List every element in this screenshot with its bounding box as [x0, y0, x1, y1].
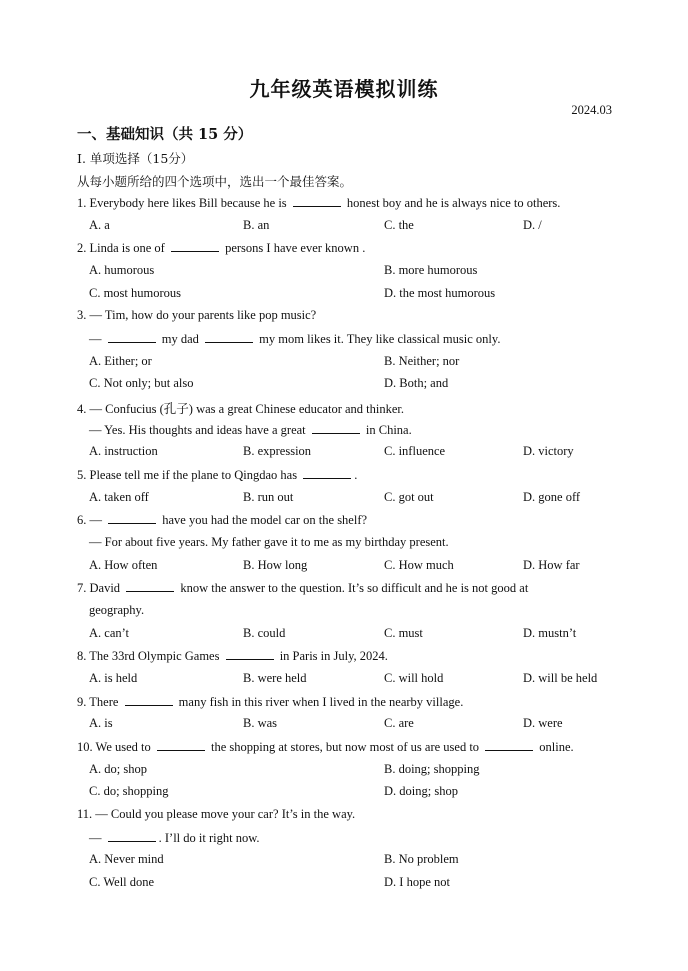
question-10-stem — [77, 739, 574, 755]
page-title: 九年级英语模拟训练 — [249, 77, 439, 101]
question-8-option-c: C. will hold — [384, 671, 444, 685]
stem-text: the shopping at stores, but now most of us are used to — [207, 740, 483, 754]
stem-text: 4. — Confucius (孔子) was a great Chinese educator and thinker. — [77, 402, 404, 416]
question-1-option-c: C. the — [384, 218, 414, 232]
stem-text: — For about five years. My father gave it to me as my birthday present. — [89, 535, 449, 549]
question-9-option-a: A. is — [89, 716, 113, 730]
stem-text: 7. David — [77, 581, 124, 595]
question-2-option-a: A. humorous — [89, 263, 155, 277]
question-3-option-b: B. Neither; nor — [384, 354, 460, 368]
stem-text: 9. There — [77, 695, 122, 709]
stem-text: persons I have ever known . — [221, 241, 366, 255]
question-3-option-a: A. Either; or — [89, 354, 152, 368]
answer-blank — [205, 331, 253, 343]
section-heading: 一、基础知识（共 15 分） — [77, 126, 253, 143]
stem-text: have you had the model car on the shelf? — [159, 513, 368, 527]
question-3-stem — [89, 331, 500, 347]
question-4-option-b: B. expression — [243, 444, 312, 458]
question-11-stem — [89, 830, 260, 846]
question-5-option-d: D. gone off — [523, 490, 581, 504]
answer-blank — [485, 739, 533, 751]
question-7-option-d: D. mustn’t — [523, 626, 577, 640]
question-1-option-b: B. an — [243, 218, 270, 232]
answer-blank — [171, 240, 219, 252]
question-2-option-c: C. most humorous — [89, 286, 182, 300]
question-9-option-c: C. are — [384, 716, 414, 730]
stem-text: 8. The 33rd Olympic Games — [77, 649, 223, 663]
answer-blank — [157, 739, 205, 751]
question-7-option-b: B. could — [243, 626, 286, 640]
answer-blank — [126, 580, 174, 592]
stem-text: in Paris in July, 2024. — [276, 649, 388, 663]
question-10-option-d: D. doing; shop — [384, 784, 458, 798]
stem-text: 5. Please tell me if the plane to Qingdao has — [77, 468, 301, 482]
stem-text: — — [89, 831, 105, 845]
question-2-option-d: D. the most humorous — [384, 286, 496, 300]
stem-text: know the answer to the question. It’s so difficult and he is not good at — [177, 581, 529, 595]
question-5-option-a: A. taken off — [89, 490, 149, 504]
exam-date: 2024.03 — [571, 103, 612, 117]
question-6-option-d: D. How far — [523, 558, 580, 572]
question-5-stem — [77, 467, 357, 483]
stem-text: online. — [536, 740, 574, 754]
stem-text: my mom likes it. They like classical music only. — [256, 332, 501, 346]
question-9-stem — [77, 694, 463, 710]
question-7-stem — [89, 603, 144, 618]
question-6-stem — [77, 512, 367, 528]
question-1-stem — [77, 195, 560, 211]
stem-text: — — [89, 332, 105, 346]
stem-text: 11. — Could you please move your car? It’s in the way. — [77, 807, 356, 821]
question-4-stem — [89, 422, 412, 438]
stem-text: — Yes. His thoughts and ideas have a great — [89, 423, 309, 437]
question-7-option-c: C. must — [384, 626, 423, 640]
answer-blank — [108, 331, 156, 343]
question-6-option-c: C. How much — [384, 558, 454, 572]
question-3-stem — [77, 308, 316, 323]
instruction-text: 从每小题所给的四个选项中，选出一个最佳答案。 — [77, 174, 353, 189]
stem-text: . I’ll do it right now. — [158, 831, 260, 845]
question-10-option-a: A. do; shop — [89, 762, 147, 776]
stem-text: 2. Linda is one of — [77, 241, 168, 255]
question-6-option-a: A. How often — [89, 558, 158, 572]
question-4-option-a: A. instruction — [89, 444, 158, 458]
question-11-option-b: B. No problem — [384, 852, 459, 866]
question-3-option-c: C. Not only; but also — [89, 376, 194, 390]
stem-text: honest boy and he is always nice to others. — [343, 196, 561, 210]
question-3-option-d: D. Both; and — [384, 376, 449, 390]
stem-text: 10. We used to — [77, 740, 154, 754]
stem-text: 3. — Tim, how do your parents like pop music? — [77, 308, 317, 322]
question-2-stem — [77, 240, 365, 256]
question-4-option-c: C. influence — [384, 444, 446, 458]
question-4-stem — [77, 399, 404, 417]
question-9-option-d: D. were — [523, 716, 563, 730]
stem-text: many fish in this river when I lived in the nearby village. — [175, 695, 464, 709]
question-8-stem — [77, 648, 388, 664]
stem-text: geography. — [89, 603, 145, 617]
question-7-stem — [77, 580, 528, 596]
question-9-option-b: B. was — [243, 716, 278, 730]
question-1-option-d: D. / — [523, 218, 542, 232]
question-6-stem — [89, 535, 449, 550]
question-8-option-b: B. were held — [243, 671, 307, 685]
stem-text: 6. — — [77, 513, 106, 527]
part-heading: I. 单项选择（15分） — [77, 151, 194, 166]
answer-blank — [125, 694, 173, 706]
answer-blank — [312, 422, 360, 434]
question-7-option-a: A. can’t — [89, 626, 130, 640]
question-1-option-a: A. a — [89, 218, 110, 232]
answer-blank — [293, 195, 341, 207]
question-10-option-b: B. doing; shopping — [384, 762, 480, 776]
stem-text: 1. Everybody here likes Bill because he is — [77, 196, 290, 210]
question-11-option-a: A. Never mind — [89, 852, 164, 866]
answer-blank — [226, 648, 274, 660]
question-11-stem — [77, 807, 355, 822]
answer-blank — [303, 467, 351, 479]
question-2-option-b: B. more humorous — [384, 263, 478, 277]
question-5-option-b: B. run out — [243, 490, 294, 504]
question-5-option-c: C. got out — [384, 490, 434, 504]
question-10-option-c: C. do; shopping — [89, 784, 169, 798]
question-8-option-a: A. is held — [89, 671, 138, 685]
stem-text: my dad — [158, 332, 203, 346]
answer-blank — [108, 830, 156, 842]
question-6-option-b: B. How long — [243, 558, 308, 572]
question-11-option-d: D. I hope not — [384, 875, 450, 889]
question-11-option-c: C. Well done — [89, 875, 155, 889]
question-4-option-d: D. victory — [523, 444, 574, 458]
question-8-option-d: D. will be held — [523, 671, 598, 685]
answer-blank — [108, 512, 156, 524]
stem-text: in China. — [362, 423, 412, 437]
stem-text: . — [354, 468, 358, 482]
